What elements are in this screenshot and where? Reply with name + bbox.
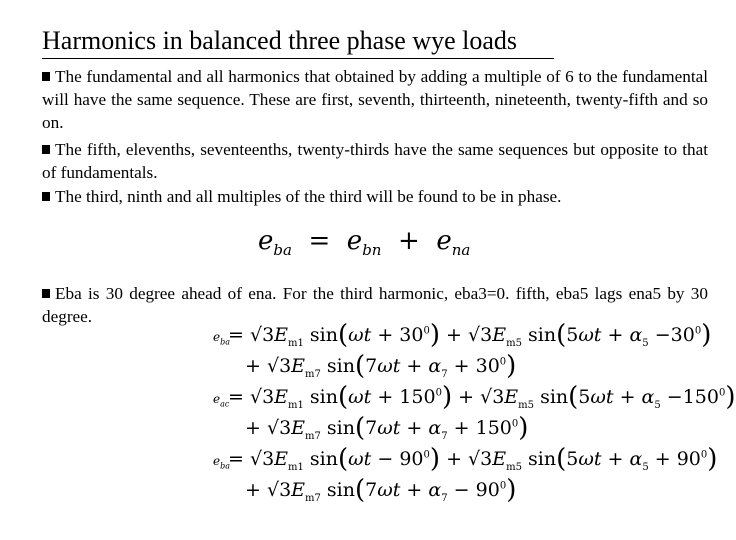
main-equation: $e_{ba} = e_{bn} + e_{na}$ [258,226,471,260]
equation-label: $e_{ac}$ [213,392,230,409]
title-underline [42,58,554,59]
equation-line: = $√3E_{m1}$ $\sin(\omega t - 90^0) + √3E_{m5}$ $\sin(5\omega t + \alpha_5 + 90^0)$ [228,444,718,474]
bullet-text: Eba is 30 degree ahead of ena. For the third harmonic, eba3=0. fifth, eba5 lags ena5 by 30 degree. [42,284,708,326]
bullet-fundamental-sequence [42,65,708,134]
bullet-third-in-phase [42,185,708,208]
bullet-square-icon [42,72,50,81]
equation-line: = $√3E_{m1}$ $\sin(\omega t + 30^0) + √3E_{m5}$ $\sin(5\omega t + \alpha_5 -30^0)$ [228,320,712,350]
bullet-text: The third, ninth and all multiples of the third will be found to be in phase. [55,187,562,206]
bullet-text: The fundamental and all harmonics that obtained by adding a multiple of 6 to the fundamental will have the same sequence. These are first, seventh, thirteenth, nineteenth, twenty-fifth and so on. [42,67,708,132]
equation-label: $e_{ba}$ [213,330,230,347]
bullet-square-icon [42,145,50,154]
equation-line: + $√3E_{m7}$ $\sin(7\omega t + \alpha_7 + 30^0)$ [245,351,517,381]
bullet-fifth-sequence [42,138,708,184]
equation-label: $e_{ba}$ [213,454,230,471]
slide-title: Harmonics in balanced three phase wye loads [42,26,518,55]
equation-line: = $√3E_{m1}$ $\sin(\omega t + 150^0) + √3E_{m5}$ $\sin(5\omega t + \alpha_5 -150^0)$ [228,382,736,412]
equation-line: + $√3E_{m7}$ $\sin(7\omega t + \alpha_7 + 150^0)$ [245,413,529,443]
bullet-text: The fifth, elevenths, seventeenths, twenty-thirds have the same sequences but opposite to that of fundamentals. [42,140,708,182]
bullet-square-icon [42,289,50,298]
equation-line: + $√3E_{m7}$ $\sin(7\omega t + \alpha_7 - 90^0)$ [245,475,517,505]
bullet-square-icon [42,192,50,201]
